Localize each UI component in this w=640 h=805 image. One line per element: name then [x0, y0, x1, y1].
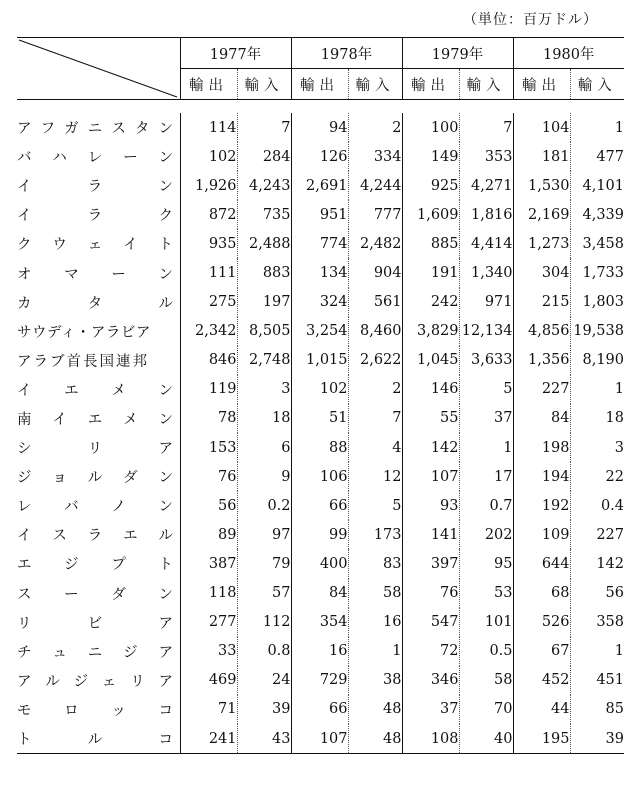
export-value: 526: [513, 608, 570, 637]
country-name: [17, 579, 180, 608]
country-name: [17, 666, 180, 695]
table-row: [17, 491, 624, 520]
import-value: 53: [459, 579, 513, 608]
import-value: 12,134: [459, 317, 513, 346]
table-row: [17, 724, 624, 754]
diagonal-line-icon: [17, 38, 180, 99]
import-value: 79: [237, 549, 291, 578]
export-value: 99: [291, 520, 348, 549]
country-name: [17, 549, 180, 578]
spacer-row: [17, 100, 624, 114]
import-value: 142: [570, 549, 624, 578]
country-name: [17, 200, 180, 229]
export-value: 84: [291, 579, 348, 608]
table-row: [17, 375, 624, 404]
import-value: 735: [237, 200, 291, 229]
corner-cell: [17, 38, 180, 100]
import-value: 777: [348, 200, 402, 229]
import-value: 4,243: [237, 171, 291, 200]
table-row: [17, 258, 624, 287]
export-value: 107: [291, 724, 348, 754]
export-value: 141: [402, 520, 459, 549]
export-value: 119: [180, 375, 237, 404]
country-label: オ マ ー ン: [17, 266, 173, 283]
export-value: 1,609: [402, 200, 459, 229]
table-row: [17, 637, 624, 666]
import-value: 561: [348, 288, 402, 317]
country-label: チ ュ ニ ジ ア: [17, 644, 173, 661]
import-value: 43: [237, 724, 291, 754]
table-row: [17, 666, 624, 695]
import-value: 6: [237, 433, 291, 462]
export-value: 2,169: [513, 200, 570, 229]
country-name: [17, 317, 180, 346]
import-value: 197: [237, 288, 291, 317]
export-value: 181: [513, 142, 570, 171]
export-value: 774: [291, 229, 348, 258]
export-value: 88: [291, 433, 348, 462]
table-row: [17, 433, 624, 462]
import-value: 0.8: [237, 637, 291, 666]
import-header: 輸入: [348, 69, 402, 100]
table-row: [17, 695, 624, 724]
export-value: 3,829: [402, 317, 459, 346]
import-value: 227: [570, 520, 624, 549]
import-value: 8,190: [570, 346, 624, 375]
import-value: 2,748: [237, 346, 291, 375]
export-value: 72: [402, 637, 459, 666]
country-label: サウディ・アラビア: [17, 324, 151, 341]
table-row: [17, 142, 624, 171]
export-header: 輸出: [402, 69, 459, 100]
import-value: 48: [348, 724, 402, 754]
import-value: 0.4: [570, 491, 624, 520]
import-value: 4: [348, 433, 402, 462]
export-value: 37: [402, 695, 459, 724]
country-name: [17, 404, 180, 433]
import-value: 334: [348, 142, 402, 171]
country-label: ス ー ダ ン: [17, 586, 173, 603]
import-value: 18: [237, 404, 291, 433]
import-value: 18: [570, 404, 624, 433]
country-label: 南 イ エ メ ン: [17, 411, 173, 428]
import-value: 8,460: [348, 317, 402, 346]
import-value: 3,458: [570, 229, 624, 258]
country-name: [17, 433, 180, 462]
import-value: 57: [237, 579, 291, 608]
export-value: 275: [180, 288, 237, 317]
export-value: 100: [402, 113, 459, 142]
export-value: 71: [180, 695, 237, 724]
table-row: [17, 317, 624, 346]
export-value: 67: [513, 637, 570, 666]
country-label: イ ラ ク: [17, 208, 173, 225]
import-value: 202: [459, 520, 513, 549]
export-value: 547: [402, 608, 459, 637]
export-value: 114: [180, 113, 237, 142]
export-value: 400: [291, 549, 348, 578]
export-value: 55: [402, 404, 459, 433]
import-value: 883: [237, 258, 291, 287]
import-value: 1,340: [459, 258, 513, 287]
country-name: [17, 608, 180, 637]
import-value: 24: [237, 666, 291, 695]
year-header-1977: 1977年: [180, 38, 291, 69]
country-label: ア ル ジ ェ リ ア: [17, 673, 173, 690]
export-value: 107: [402, 462, 459, 491]
export-value: 44: [513, 695, 570, 724]
import-value: 1: [570, 113, 624, 142]
country-name: [17, 724, 180, 754]
import-value: 56: [570, 579, 624, 608]
export-value: 33: [180, 637, 237, 666]
table-row: [17, 520, 624, 549]
import-value: 2: [348, 113, 402, 142]
country-name: [17, 520, 180, 549]
export-value: 1,926: [180, 171, 237, 200]
country-name: [17, 375, 180, 404]
import-value: 7: [237, 113, 291, 142]
export-value: 94: [291, 113, 348, 142]
export-value: 324: [291, 288, 348, 317]
import-value: 37: [459, 404, 513, 433]
import-value: 477: [570, 142, 624, 171]
export-value: 346: [402, 666, 459, 695]
export-value: 1,045: [402, 346, 459, 375]
import-header: 輸入: [570, 69, 624, 100]
import-header: 輸入: [459, 69, 513, 100]
unit-note: （単位：百万ドル）: [463, 12, 598, 28]
import-value: 12: [348, 462, 402, 491]
table-row: [17, 608, 624, 637]
export-value: 3,254: [291, 317, 348, 346]
export-value: 935: [180, 229, 237, 258]
table-row: [17, 288, 624, 317]
import-value: 0.2: [237, 491, 291, 520]
export-value: 195: [513, 724, 570, 754]
export-value: 142: [402, 433, 459, 462]
import-value: 58: [348, 579, 402, 608]
import-value: 1: [459, 433, 513, 462]
export-value: 387: [180, 549, 237, 578]
import-value: 9: [237, 462, 291, 491]
import-value: 38: [348, 666, 402, 695]
export-value: 1,273: [513, 229, 570, 258]
import-value: 173: [348, 520, 402, 549]
import-value: 1,733: [570, 258, 624, 287]
import-value: 1: [570, 375, 624, 404]
import-value: 95: [459, 549, 513, 578]
country-name: [17, 346, 180, 375]
export-value: 2,342: [180, 317, 237, 346]
import-value: 1: [348, 637, 402, 666]
table-row: [17, 404, 624, 433]
export-value: 452: [513, 666, 570, 695]
import-value: 0.7: [459, 491, 513, 520]
table-row: [17, 346, 624, 375]
country-label: イ エ メ ン: [17, 382, 173, 399]
table-row: [17, 113, 624, 142]
import-value: 971: [459, 288, 513, 317]
export-value: 277: [180, 608, 237, 637]
export-value: 16: [291, 637, 348, 666]
export-value: 102: [180, 142, 237, 171]
export-value: 102: [291, 375, 348, 404]
export-value: 134: [291, 258, 348, 287]
import-value: 3: [237, 375, 291, 404]
export-value: 1,356: [513, 346, 570, 375]
country-label: レ バ ノ ン: [17, 499, 173, 516]
country-label: ト ル コ: [17, 732, 173, 749]
year-header-1978: 1978年: [291, 38, 402, 69]
export-value: 1,530: [513, 171, 570, 200]
country-name: [17, 695, 180, 724]
import-value: 17: [459, 462, 513, 491]
table-row: [17, 229, 624, 258]
import-value: 1,816: [459, 200, 513, 229]
trade-table: [17, 37, 624, 754]
export-value: 66: [291, 491, 348, 520]
export-value: 149: [402, 142, 459, 171]
country-label: アラブ首長国連邦: [17, 353, 149, 370]
import-value: 101: [459, 608, 513, 637]
import-value: 5: [348, 491, 402, 520]
country-label: リ ビ ア: [17, 615, 173, 632]
year-header-1979: 1979年: [402, 38, 513, 69]
year-header-row: [17, 38, 624, 69]
export-value: 109: [513, 520, 570, 549]
export-value: 227: [513, 375, 570, 404]
import-value: 5: [459, 375, 513, 404]
import-value: 2,482: [348, 229, 402, 258]
export-value: 951: [291, 200, 348, 229]
import-value: 48: [348, 695, 402, 724]
import-value: 83: [348, 549, 402, 578]
export-header: 輸出: [291, 69, 348, 100]
table-row: [17, 549, 624, 578]
country-label: バ ハ レ ー ン: [17, 150, 173, 167]
country-name: [17, 462, 180, 491]
export-value: 106: [291, 462, 348, 491]
import-value: 16: [348, 608, 402, 637]
export-value: 153: [180, 433, 237, 462]
country-name: [17, 171, 180, 200]
export-value: 93: [402, 491, 459, 520]
import-value: 40: [459, 724, 513, 754]
import-value: 2,622: [348, 346, 402, 375]
export-value: 68: [513, 579, 570, 608]
import-value: 112: [237, 608, 291, 637]
import-value: 4,101: [570, 171, 624, 200]
country-name: [17, 113, 180, 142]
table-body: [17, 100, 624, 754]
import-value: 39: [237, 695, 291, 724]
import-value: 284: [237, 142, 291, 171]
export-value: 146: [402, 375, 459, 404]
export-value: 354: [291, 608, 348, 637]
import-value: 70: [459, 695, 513, 724]
import-value: 2,488: [237, 229, 291, 258]
import-value: 3: [570, 433, 624, 462]
import-value: 1,803: [570, 288, 624, 317]
export-value: 241: [180, 724, 237, 754]
export-value: 76: [402, 579, 459, 608]
import-value: 39: [570, 724, 624, 754]
export-value: 4,856: [513, 317, 570, 346]
export-value: 2,691: [291, 171, 348, 200]
export-value: 56: [180, 491, 237, 520]
table-row: [17, 171, 624, 200]
import-value: 22: [570, 462, 624, 491]
export-value: 304: [513, 258, 570, 287]
export-value: 194: [513, 462, 570, 491]
import-value: 58: [459, 666, 513, 695]
table-row: [17, 462, 624, 491]
country-name: [17, 288, 180, 317]
export-value: 192: [513, 491, 570, 520]
export-value: 76: [180, 462, 237, 491]
export-value: 126: [291, 142, 348, 171]
country-label: モ ロ ッ コ: [17, 702, 173, 719]
export-header: 輸出: [180, 69, 237, 100]
country-label: ク ウ ェ イ ト: [17, 237, 173, 254]
export-value: 729: [291, 666, 348, 695]
export-value: 66: [291, 695, 348, 724]
import-value: 353: [459, 142, 513, 171]
country-label: エ ジ プ ト: [17, 557, 173, 574]
import-value: 7: [459, 113, 513, 142]
import-value: 4,414: [459, 229, 513, 258]
country-name: [17, 258, 180, 287]
country-label: ジ ョ ル ダ ン: [17, 470, 173, 487]
country-name: [17, 637, 180, 666]
export-value: 1,015: [291, 346, 348, 375]
year-header-1980: 1980年: [513, 38, 624, 69]
country-label: シ リ ア: [17, 441, 173, 458]
export-value: 846: [180, 346, 237, 375]
country-name: [17, 142, 180, 171]
import-value: 358: [570, 608, 624, 637]
table-row: [17, 579, 624, 608]
country-name: [17, 491, 180, 520]
import-value: 7: [348, 404, 402, 433]
export-value: 644: [513, 549, 570, 578]
import-value: 3,633: [459, 346, 513, 375]
import-value: 1: [570, 637, 624, 666]
import-value: 4,271: [459, 171, 513, 200]
import-value: 19,538: [570, 317, 624, 346]
export-value: 242: [402, 288, 459, 317]
import-value: 8,505: [237, 317, 291, 346]
table-row: [17, 200, 624, 229]
country-label: カ タ ル: [17, 295, 173, 312]
country-label: イ ス ラ エ ル: [17, 528, 173, 545]
export-value: 885: [402, 229, 459, 258]
import-value: 0.5: [459, 637, 513, 666]
export-value: 89: [180, 520, 237, 549]
export-value: 215: [513, 288, 570, 317]
export-value: 397: [402, 549, 459, 578]
import-value: 4,339: [570, 200, 624, 229]
country-label: ア フ ガ ニ ス タ ン: [17, 121, 173, 138]
import-value: 97: [237, 520, 291, 549]
import-header: 輸入: [237, 69, 291, 100]
import-value: 451: [570, 666, 624, 695]
export-value: 84: [513, 404, 570, 433]
export-value: 78: [180, 404, 237, 433]
export-value: 111: [180, 258, 237, 287]
export-value: 469: [180, 666, 237, 695]
export-value: 925: [402, 171, 459, 200]
import-value: 904: [348, 258, 402, 287]
import-value: 2: [348, 375, 402, 404]
export-value: 104: [513, 113, 570, 142]
export-value: 108: [402, 724, 459, 754]
export-value: 872: [180, 200, 237, 229]
import-value: 85: [570, 695, 624, 724]
export-value: 51: [291, 404, 348, 433]
export-header: 輸出: [513, 69, 570, 100]
export-value: 118: [180, 579, 237, 608]
country-label: イ ラ ン: [17, 179, 173, 196]
export-value: 191: [402, 258, 459, 287]
import-value: 4,244: [348, 171, 402, 200]
export-value: 198: [513, 433, 570, 462]
country-name: [17, 229, 180, 258]
